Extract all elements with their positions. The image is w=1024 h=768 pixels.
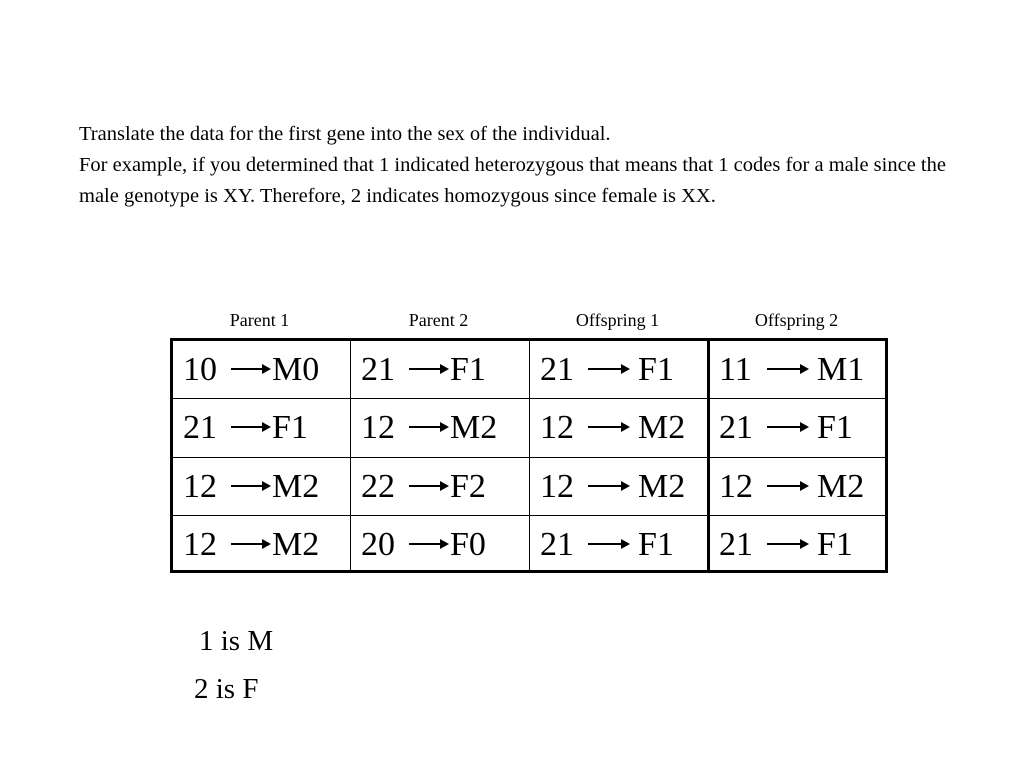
genotype-code: 21 bbox=[540, 526, 574, 563]
arrow-right-icon bbox=[588, 543, 623, 545]
arrow-right-icon bbox=[767, 426, 802, 428]
sex-result: M2 bbox=[272, 526, 320, 563]
arrow-right-icon bbox=[231, 485, 264, 487]
genotype-code: 21 bbox=[719, 526, 753, 563]
genotype-code: 12 bbox=[361, 409, 395, 446]
arrow-right-icon bbox=[588, 426, 623, 428]
table-cell bbox=[351, 516, 527, 574]
sex-result: F0 bbox=[450, 526, 486, 563]
column-headers bbox=[170, 308, 888, 332]
sex-result: M2 bbox=[450, 409, 498, 446]
sex-result: F2 bbox=[450, 468, 486, 505]
arrow-right-icon bbox=[409, 426, 442, 428]
table-cell bbox=[173, 341, 349, 399]
table-cell bbox=[173, 516, 349, 574]
header-offspring-2: Offspring 2 bbox=[754, 310, 839, 330]
sex-result: F1 bbox=[272, 409, 308, 446]
table-cell bbox=[709, 458, 885, 516]
arrow-right-icon bbox=[588, 368, 623, 370]
table-cell bbox=[351, 399, 527, 457]
genotype-code: 12 bbox=[183, 468, 217, 505]
table-cell bbox=[530, 458, 706, 516]
arrow-right-icon bbox=[231, 426, 264, 428]
genotype-code: 11 bbox=[719, 351, 752, 388]
table-cell bbox=[709, 399, 885, 457]
sex-result: F1 bbox=[450, 351, 486, 388]
arrow-right-icon bbox=[588, 485, 623, 487]
legend-line-2: 2 is F bbox=[194, 673, 259, 705]
table-cell bbox=[173, 458, 349, 516]
table-cell bbox=[709, 516, 885, 574]
sex-result: M2 bbox=[638, 409, 686, 446]
sex-result: M1 bbox=[817, 351, 865, 388]
sex-result: F1 bbox=[638, 526, 674, 563]
genotype-code: 20 bbox=[361, 526, 395, 563]
table-cell bbox=[530, 341, 706, 399]
genotype-code: 21 bbox=[183, 409, 217, 446]
genotype-code: 21 bbox=[540, 351, 574, 388]
arrow-right-icon bbox=[409, 543, 442, 545]
instruction-line-1: Translate the data for the first gene into the sex of the individual. bbox=[79, 123, 611, 145]
header-offspring-1: Offspring 1 bbox=[575, 310, 660, 330]
sex-result: M0 bbox=[272, 351, 320, 388]
sex-result: F1 bbox=[817, 526, 853, 563]
table-cell bbox=[530, 516, 706, 574]
table-cell bbox=[709, 341, 885, 399]
genotype-code: 12 bbox=[719, 468, 753, 505]
header-parent-1: Parent 1 bbox=[229, 310, 290, 330]
arrow-right-icon bbox=[231, 543, 264, 545]
genotype-code: 12 bbox=[540, 468, 574, 505]
header-parent-2: Parent 2 bbox=[408, 310, 469, 330]
arrow-right-icon bbox=[767, 543, 802, 545]
arrow-right-icon bbox=[231, 368, 264, 370]
sex-result: F1 bbox=[817, 409, 853, 446]
table-cell bbox=[351, 341, 527, 399]
arrow-right-icon bbox=[409, 368, 442, 370]
table-cell bbox=[351, 458, 527, 516]
instruction-line-2: For example, if you determined that 1 indicated heterozygous that means that 1 codes for a male since the male genotype is XY. Therefore, 2 indicates homozygous since female is XX. bbox=[79, 154, 946, 207]
sex-result: M2 bbox=[638, 468, 686, 505]
genotype-code: 21 bbox=[361, 351, 395, 388]
instructions bbox=[79, 119, 979, 212]
legend bbox=[194, 617, 273, 713]
genotype-code: 21 bbox=[719, 409, 753, 446]
sex-result: F1 bbox=[638, 351, 674, 388]
genotype-code: 10 bbox=[183, 351, 217, 388]
genotype-code: 12 bbox=[183, 526, 217, 563]
arrow-right-icon bbox=[767, 368, 802, 370]
table-cell bbox=[530, 399, 706, 457]
arrow-right-icon bbox=[767, 485, 802, 487]
sex-result: M2 bbox=[272, 468, 320, 505]
genotype-table bbox=[170, 338, 888, 573]
table-cell bbox=[173, 399, 349, 457]
legend-line-1: 1 is M bbox=[199, 625, 274, 657]
arrow-right-icon bbox=[409, 485, 442, 487]
genotype-code: 22 bbox=[361, 468, 395, 505]
genotype-code: 12 bbox=[540, 409, 574, 446]
sex-result: M2 bbox=[817, 468, 865, 505]
